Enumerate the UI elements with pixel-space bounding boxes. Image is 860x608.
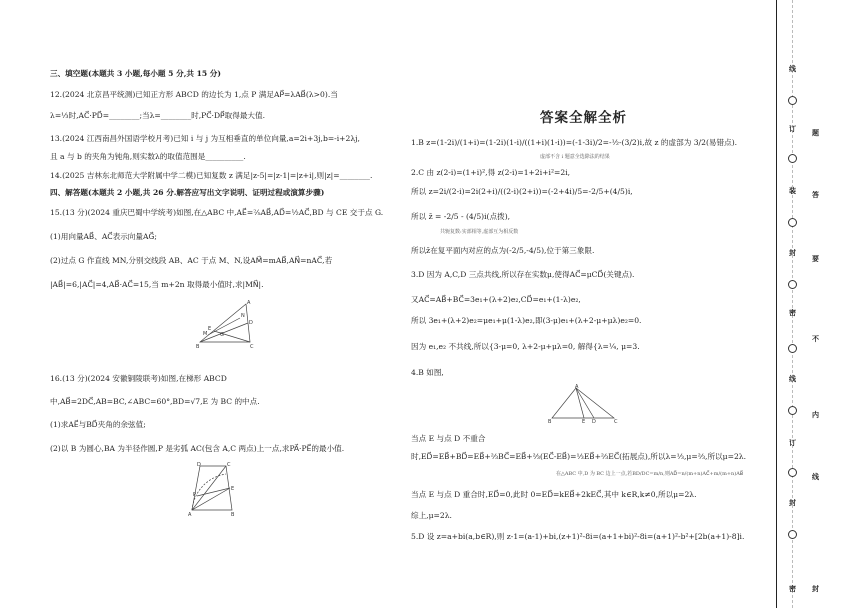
a4-line2: 当点 E 与点 D 不重合: [411, 434, 486, 443]
binding-char-12: 订: [789, 439, 796, 447]
fig2-label-e: E: [231, 486, 235, 492]
fig1-label-n: N: [241, 313, 245, 319]
q14-line: 14.(2025 吉林东北师范大学附属中学二模)已知复数 z 满足|z-5|=|z-1|=|z+i|,则|z|=________.: [50, 171, 373, 180]
fig3-label-d: D: [592, 419, 596, 424]
binding-hole-5: [788, 344, 797, 353]
a4-line1: 4.B 如图,: [411, 368, 444, 377]
a2-line2: 所以 z=2i/(2-i)=2i(2+i)/((2-i)(2+i))=(-2+4i)/5=-2/5+(4/5)i,: [411, 187, 633, 196]
fig3-label-b: B: [548, 419, 552, 424]
binding-char-9: 不: [812, 335, 819, 343]
fig1-label-c: C: [250, 344, 254, 350]
answer-title: 答案全解全析: [540, 110, 627, 126]
a4-line3: 时,ED⃗=EB⃗+BD⃗=EB⃗+⅔BC⃗=EB⃗+⅔(EC⃗-EB⃗)=⅓EB⃗+⅔EC⃗(拓展点),所以λ=⅓,μ=⅔,所以μ=2λ.: [411, 452, 747, 461]
q15-part2-line2: |AB⃗|=6,|AC⃗|=4,AB⃗·AC⃗=15,当 m+2n 取得最小值时,求|MN⃗|.: [50, 280, 264, 289]
a3-line3: 所以 3e₁+(λ+2)e₂=μe₁+μ(1-λ)e₂,即(3-μ)e₁+(λ+2-μ+μλ)e₂=0.: [411, 316, 642, 325]
binding-hole-3: [788, 218, 797, 227]
binding-hole-6: [788, 406, 797, 415]
binding-char-14: 封: [789, 499, 796, 507]
binding-char-3: 题: [812, 129, 819, 137]
q16-line1: 16.(13 分)(2024 安徽铜陵联考)如图,在梯形 ABCD: [50, 374, 227, 383]
fig1-label-d: D: [249, 320, 253, 326]
binding-char-4: 装: [789, 187, 796, 195]
binding-char-11: 内: [812, 411, 819, 419]
fig3-label-c: C: [614, 419, 618, 424]
fig1-label-m: M: [203, 331, 208, 337]
binding-hole-7: [788, 468, 797, 477]
a4-line4: 当点 E 与点 D 重合时,ED⃗=0,此时 0=ED⃗=kEB⃗+2kEC⃗,其中 k∈R,k≠0,所以μ=2λ.: [411, 490, 697, 499]
q15-part1: (1)用向量AB⃗、AC⃗表示向量AG⃗;: [50, 232, 157, 241]
a4-note: 在△ABC 中,D 为 BC 边上一点,若BD/DC=m/n,则AD⃗=n/(m+n)AC⃗+m/(m+n)AB⃗: [556, 471, 744, 477]
fig2-label-c: C: [227, 462, 231, 468]
binding-hole-2: [788, 154, 797, 163]
q12-line1: 12.(2024 北京昌平统测)已知正方形 ABCD 的边长为 1,点 P 满足AP⃗=λAB⃗(λ>0).当: [50, 90, 338, 99]
fig1-label-b: B: [196, 344, 200, 350]
q16-line2: 中,AB⃗=2DC⃗,AB=BC,∠ABC=60°,BD=√7,E 为 BC 的中点.: [50, 397, 260, 406]
q12-line2: λ=⅓时,AC⃗·PD⃗=________;当λ=________时,PC⃗·DP⃗取得最大值.: [50, 111, 266, 120]
q15-triangle-figure: [192, 300, 264, 352]
binding-hole-1: [788, 96, 797, 105]
binding-char-5: 答: [812, 191, 819, 199]
a3-line1: 3.D 因为 A,C,D 三点共线,所以存在实数μ,使得AC⃗=μCD⃗(关键点).: [411, 270, 635, 279]
binding-hole-4: [788, 280, 797, 289]
binding-border: [776, 0, 777, 608]
a2-line3: 所以 z̄ = -2/5 - (4/5)i(点拨),: [411, 212, 511, 221]
fig3-label-e: E: [582, 419, 586, 424]
binding-dash-line: [792, 0, 793, 608]
section-answer-heading: 四、解答题(本题共 2 小题,共 26 分.解答应写出文字说明、证明过程或演算步骤): [50, 188, 325, 197]
q16-trapezoid-figure: [188, 460, 236, 518]
binding-char-8: 密: [789, 309, 796, 317]
binding-char-1: 线: [789, 65, 796, 73]
a1-line: 1.B z=(1-2i)/(1+i)=(1-2i)(1-i)/((1+i)(1-i))=(-1-3i)/2=-½-(3/2)i,故 z 的虚部为 3/2(易错点).: [411, 138, 738, 147]
fig2-label-p: P: [193, 492, 197, 498]
fig2-label-d: D: [197, 462, 201, 468]
fig2-label-b: B: [231, 512, 235, 518]
a3-line4: 因为 e₁,e₂ 不共线,所以{3-μ=0, λ+2-μ+μλ=0, 解得{λ=¼, μ=3.: [411, 342, 640, 351]
binding-char-15: 密: [789, 585, 796, 593]
fig1-label-a: A: [247, 300, 251, 306]
binding-char-16: 封: [812, 585, 819, 593]
binding-char-6: 封: [789, 249, 796, 257]
a4-line5: 综上,μ=2λ.: [411, 511, 452, 520]
q13-line2: 且 a 与 b 的夹角为钝角,则实数λ的取值范围是__________.: [50, 152, 246, 161]
a5-line1: 5.D 设 z=a+bi(a,b∈R),则 z-1=(a-1)+bi,(z+1)²-8i=(a+1+bi)²-8i=(a+1)²-b²+[2b(a+1)-8]i.: [411, 532, 745, 541]
binding-hole-8: [788, 530, 797, 539]
q15-part2-line1: (2)过点 G 作直线 MN,分别交线段 AB、AC 于点 M、N,设AM⃗=mAB⃗,AN⃗=nAC⃗,若: [50, 256, 333, 265]
binding-char-2: 订: [789, 125, 796, 133]
fig1-label-g: G: [220, 332, 224, 338]
fig2-label-a: A: [188, 512, 192, 518]
a2-line1: 2.C 由 z(2-i)=(1+i)²,得 z(2-i)=1+2i+i²=2i,: [411, 168, 571, 177]
binding-char-7: 要: [812, 255, 819, 263]
a4-triangle-figure: [548, 384, 620, 424]
a2-note: 共轭复数:实部相等,虚部互为相反数: [440, 229, 519, 235]
fig1-label-e: E: [208, 326, 212, 332]
a1-note: 虚部不含 i 题意全选除法的结果: [540, 154, 610, 160]
binding-char-10: 线: [789, 375, 796, 383]
q16-part1: (1)求AE⃗与BD⃗夹角的余弦值;: [50, 420, 146, 429]
q13-line1: 13.(2024 江西南昌外国语学校月考)已知 i 与 j 为互相垂直的单位向量,a=2i+3j,b=-i+2λj,: [50, 134, 360, 143]
a2-line4: 所以z̄在复平面内对应的点为(-2/5,-4/5),位于第三象限.: [411, 246, 595, 255]
a3-line2: 又AC⃗=AB⃗+BC⃗=3e₁+(λ+2)e₂,CD⃗=e₁+(1-λ)e₂,: [411, 295, 581, 304]
q16-part2: (2)以 B 为圆心,BA 为半径作圆,P 是劣弧 AC(包含 A,C 两点)上一点,求PA⃗·PE⃗的最小值.: [50, 444, 345, 453]
section-fill-heading: 三、填空题(本题共 3 小题,每小题 5 分,共 15 分): [50, 69, 221, 78]
q15-line1: 15.(13 分)(2024 重庆巴蜀中学统考)如图,在△ABC 中,AE⃗=⅖AB⃗,AD⃗=½AC⃗,BD 与 CE 交于点 G.: [50, 208, 384, 217]
fig3-label-a: A: [575, 384, 579, 390]
binding-char-13: 线: [812, 473, 819, 481]
